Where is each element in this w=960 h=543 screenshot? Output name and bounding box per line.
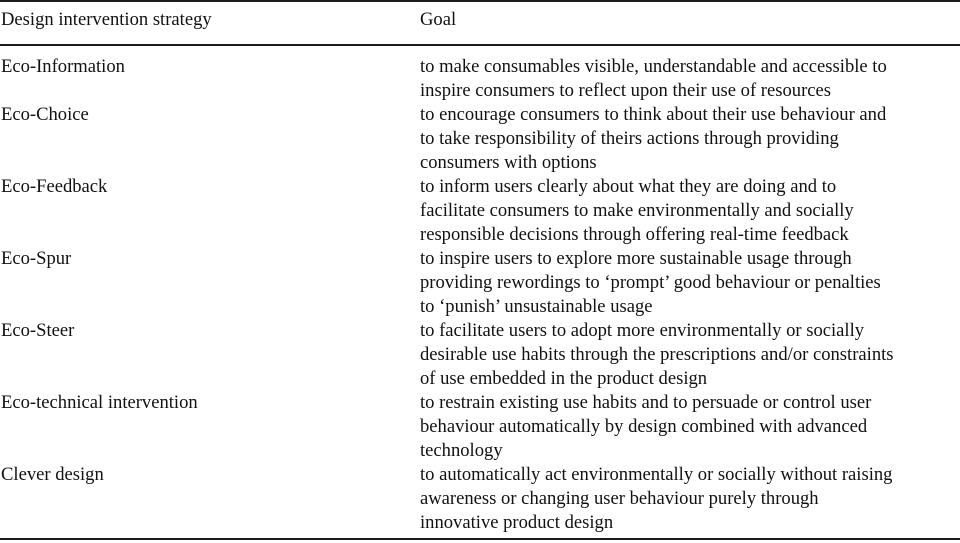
table-row [0,247,960,319]
goal-line: responsible decisions through offering real-time feedback [420,224,849,245]
table-header-rule [0,44,960,46]
goal-cell [420,103,960,175]
goal-line: of use embedded in the product design [420,368,708,389]
goal-line: to automatically act environmentally or socially without raising [420,464,893,485]
table-body [0,55,960,535]
table-row [0,103,960,175]
goal-line: to ‘punish’ unsustainable usage [420,296,653,317]
table-row [0,319,960,391]
table-bottom-rule [0,538,960,540]
goal-line: awareness or changing user behaviour purely through [420,488,819,509]
goal-cell [420,55,960,103]
goal-line: to take responsibility of theirs actions through providing [420,128,839,149]
table-top-rule [0,0,960,2]
goal-line: facilitate consumers to make environmentally and socially [420,200,854,221]
goal-line: consumers with options [420,152,597,173]
goal-line: behaviour automatically by design combined with advanced [420,416,868,437]
goal-cell [420,319,960,391]
table-row [0,175,960,247]
goal-cell [420,247,960,319]
goal-cell [420,175,960,247]
table-row [0,391,960,463]
goal-line: to restrain existing use habits and to persuade or control user [420,392,872,413]
strategy-cell: Eco-Spur [1,248,72,269]
strategy-cell: Eco-Choice [1,104,89,125]
strategy-cell: Eco-Feedback [1,176,108,197]
header-goal: Goal [420,9,457,30]
goal-line: providing rewordings to ‘prompt’ good behaviour or penalties [420,272,881,293]
goal-line: desirable use habits through the prescriptions and/or constraints [420,344,894,365]
table-header-row [0,8,960,36]
strategy-cell: Eco-Steer [1,320,75,341]
goal-line: to make consumables visible, understandable and accessible to [420,56,887,77]
goal-cell [420,463,960,535]
goal-line: to facilitate users to adopt more environmentally or socially [420,320,865,341]
strategy-cell: Eco-Information [1,56,125,77]
header-strategy: Design intervention strategy [1,9,212,30]
goal-line: to inform users clearly about what they are doing and to [420,176,837,197]
strategy-cell: Eco-technical intervention [1,392,198,413]
goal-line: innovative product design [420,512,614,533]
table-row [0,55,960,103]
goal-line: to inspire users to explore more sustainable usage through [420,248,852,269]
goal-cell [420,391,960,463]
goal-line: to encourage consumers to think about their use behaviour and [420,104,887,125]
goal-line: technology [420,440,503,461]
goal-line: inspire consumers to reflect upon their use of resources [420,80,831,101]
table-row [0,463,960,535]
strategy-cell: Clever design [1,464,104,485]
